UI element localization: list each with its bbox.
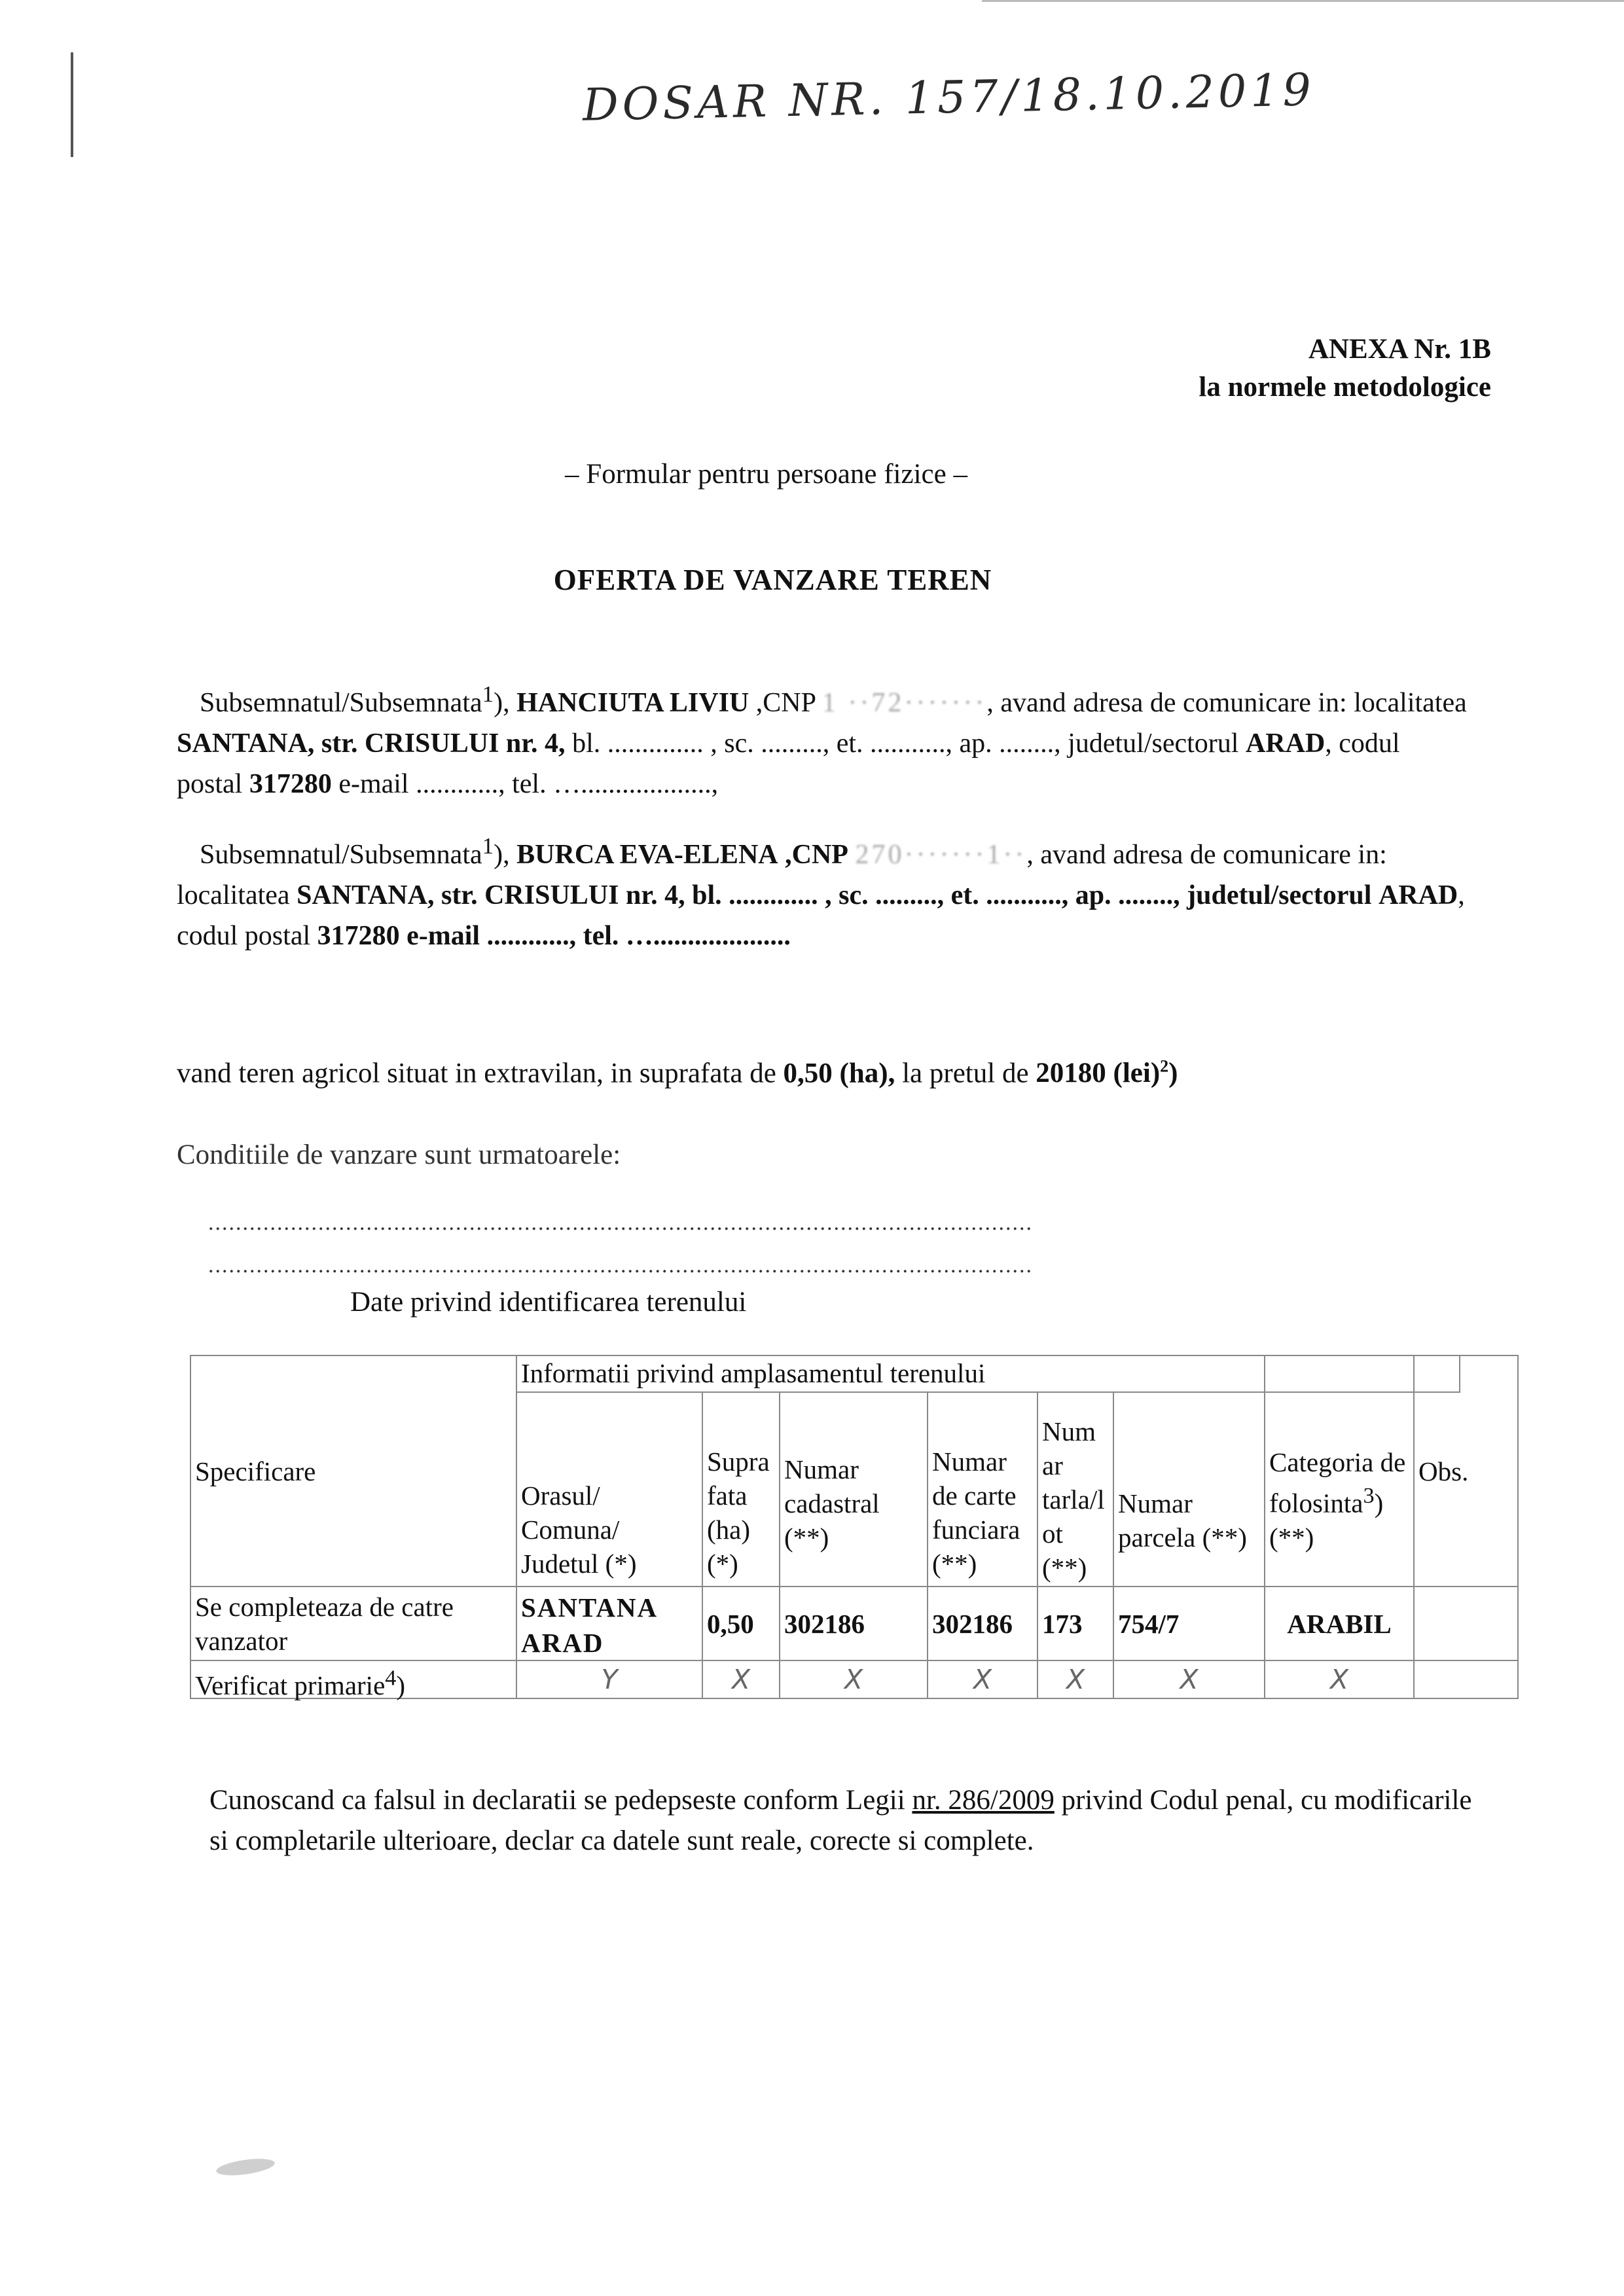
cell-obs-empty	[1413, 1660, 1519, 1699]
cnp-redacted: 1 ··72·······	[821, 688, 987, 718]
cell-location: SANTANA ARAD	[516, 1586, 703, 1661]
check-mark: Y	[516, 1660, 703, 1699]
cell-cadastral: 302186	[779, 1586, 928, 1661]
cell-obs	[1413, 1586, 1519, 1661]
margin-mark	[71, 52, 73, 157]
seller-label: Subsemnatul/Subsemnata$^1$),	[200, 681, 510, 718]
cell-parcel: 754/7	[1113, 1586, 1265, 1661]
seller-postal-code: 317280	[249, 769, 332, 799]
header-tarla: Num ar tarla/l ot (**)	[1037, 1391, 1114, 1587]
land-identification-table	[190, 1355, 1519, 1721]
seller-county: ARAD	[1378, 880, 1458, 910]
document-title: OFERTA DE VANZARE TEREN	[553, 564, 992, 596]
scan-edge-line	[982, 0, 1624, 2]
row-primarie-label: Verificat primarie$^4$)	[190, 1660, 517, 1699]
header-location: Orasul/ Comuna/ Judetul (*)	[516, 1391, 703, 1587]
seller-name: BURCA EVA-ELENA	[516, 840, 778, 870]
table-caption: Date privind identificarea terenului	[350, 1287, 747, 1318]
check-mark: X	[779, 1660, 928, 1699]
check-mark: X	[1037, 1660, 1114, 1699]
seller-postal-code: 317280	[317, 921, 400, 951]
seller-2-paragraph: Subsemnatul/Subsemnata$^1$), BURCA EVA-ELENA ,CNP 270·······1··, avand adresa de comunicare in: localitatea SANTANA, str. CRISULUI nr. 4, bl. ............. , sc. ........., et. ..........., ap. ........, judetul/sectorul ARAD, codul postal 317280 e-mail ............, tel. …....................	[177, 833, 1465, 951]
cnp-redacted: 270·······1··	[855, 840, 1027, 870]
check-mark: X	[702, 1660, 780, 1699]
annex-header	[1199, 331, 1491, 406]
scan-smudge	[215, 2156, 276, 2178]
cell-area: 0,50	[702, 1586, 780, 1661]
seller-label: Subsemnatul/Subsemnata$^1$),	[200, 833, 510, 870]
header-parcel: Numar parcela (**)	[1113, 1391, 1265, 1587]
seller-name: HANCIUTA LIVIU	[516, 688, 749, 718]
law-reference: nr. 286/2009	[912, 1785, 1055, 1816]
annex-reference: la normele metodologice	[1199, 372, 1491, 403]
seller-1-paragraph: Subsemnatul/Subsemnata$^1$), HANCIUTA LIVIU ,CNP 1 ··72·······, avand adresa de comunicare in: localitatea SANTANA, str. CRISULUI nr. 4, bl. .............. , sc. ........., et. ..........., ap. ........, judetul/sectorul ARAD, codul postal 317280 e-mail ............, tel. …...................,	[177, 681, 1467, 799]
sale-price: 20180 (lei)$^2$)	[1036, 1057, 1178, 1089]
seller-locality: SANTANA, str. CRISULUI nr. 4,	[177, 728, 566, 759]
conditions-label: Conditiile de vanzare sunt urmatoarele:	[177, 1139, 621, 1170]
conditions-line-2: ........................................................................................................................	[208, 1253, 1033, 1278]
check-mark: X	[1264, 1660, 1415, 1699]
cell-tarla: 173	[1037, 1586, 1114, 1661]
header-obs: Obs.	[1413, 1355, 1519, 1587]
header-specificare: Specificare	[190, 1355, 517, 1587]
conditions-line-1: ........................................................................................................................	[208, 1211, 1033, 1235]
header-location-group: Informatii privind amplasamentul terenului	[516, 1355, 1460, 1393]
cell-category: ARABIL	[1264, 1586, 1415, 1661]
legal-statement: Cunoscand ca falsul in declaratii se pedepseste conform Legii nr. 286/2009 privind Codul penal, cu modificarile si completarile ulterioare, declar ca datele sunt reale, corecte si complete.	[209, 1785, 1472, 1856]
form-subtitle: – Formular pentru persoane fizice –	[565, 459, 967, 490]
handwritten-file-number: DOSAR NR. 157/18.10.2019	[582, 64, 1316, 132]
header-area: Supra fata (ha) (*)	[702, 1391, 780, 1587]
check-mark: X	[1113, 1660, 1265, 1699]
sale-statement: vand teren agricol situat in extravilan, in suprafata de 0,50 (ha), la pretul de 20180 (lei)$^2$)	[177, 1057, 1178, 1089]
row-seller-label: Se completeaza de catre vanzator	[190, 1586, 517, 1661]
header-land-book: Numar de carte funciara (**)	[927, 1391, 1038, 1587]
annex-number: ANEXA Nr. 1B	[1308, 334, 1491, 365]
seller-county: ARAD	[1245, 728, 1326, 759]
cell-land-book: 302186	[927, 1586, 1038, 1661]
header-category: Categoria de folosinta$^3$) (**)	[1264, 1355, 1415, 1587]
header-cadastral: Numar cadastral (**)	[779, 1391, 928, 1587]
seller-locality: SANTANA, str. CRISULUI nr. 4,	[297, 880, 685, 910]
check-mark: X	[927, 1660, 1038, 1699]
sale-area: 0,50 (ha),	[783, 1058, 895, 1089]
